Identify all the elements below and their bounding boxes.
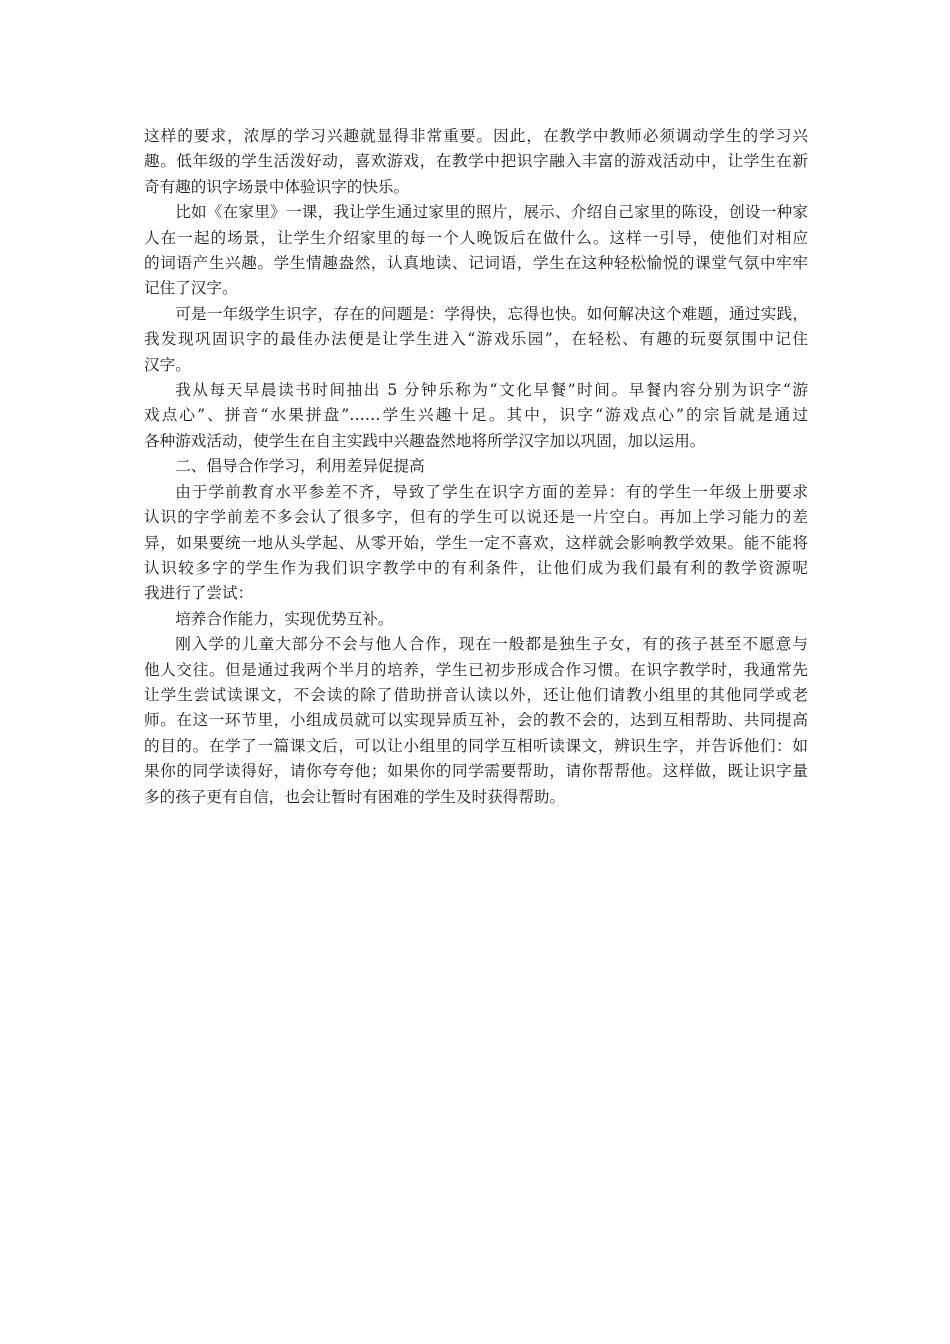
text-line: 我发现巩固识字的最佳办法便是让学生进入“游戏乐园”，在轻松、有趣的玩耍氛围中记住 [144, 330, 808, 349]
paragraph-p6 [144, 480, 808, 607]
text-line: 记住了汉字。 [144, 279, 238, 298]
paragraph-p1 [144, 124, 808, 200]
text-line: 比如《在家里》一课，我让学生通过家里的照片，展示、介绍自己家里的陈设，创设一种家 [175, 203, 808, 222]
text-line: 让学生尝试读课文，不会读的除了借助拼音认读以外，还让他们请教小组里的其他同学或老 [144, 685, 808, 704]
paragraph-p4 [144, 378, 808, 454]
text-line: 人在一起的场景，让学生介绍家里的每一个人晚饭后在做什么。这样一引导，使他们对相应 [144, 228, 808, 247]
text-line: 我从每天早晨读书时间抽出 5 分钟乐称为“文化早餐”时间。早餐内容分别为识字“游 [175, 381, 808, 400]
text-line: 师。在这一环节里，小组成员就可以实现异质互补，会的教不会的，达到互相帮助、共同提高 [144, 711, 808, 730]
text-line: 培养合作能力，实现优势互补。 [175, 609, 394, 628]
text-line: 他人交往。但是通过我两个半月的培养，学生已初步形成合作习惯。在识字教学时，我通常先 [144, 660, 808, 679]
text-line: 戏点心”、拼音“水果拼盘”……学生兴趣十足。其中，识字“游戏点心”的宗旨就是通过 [144, 406, 808, 425]
text-line: 多的孩子更有自信，也会让暂时有困难的学生及时获得帮助。 [144, 787, 566, 806]
paragraph-p2 [144, 200, 808, 302]
text-line: 可是一年级学生识字，存在的问题是：学得快，忘得也快。如何解决这个难题，通过实践， [175, 304, 808, 323]
paragraph-p5 [144, 454, 808, 479]
document-body [144, 124, 808, 810]
text-line: 异，如果要统一地从头学起、从零开始，学生一定不喜欢，这样就会影响教学效果。能不能将 [144, 533, 808, 552]
text-line: 的目的。在学了一篇课文后，可以让小组里的同学互相听读课文，辨识生字，并告诉他们：如 [144, 736, 808, 755]
text-line: 汉字。 [144, 355, 191, 374]
text-line: 这样的要求，浓厚的学习兴趣就显得非常重要。因此，在教学中教师必须调动学生的学习兴 [144, 127, 808, 145]
text-line: 认识的字学前差不多会认了很多字，但有的学生可以说还是一片空白。再加上学习能力的差 [144, 508, 808, 527]
text-line: 各种游戏活动，使学生在自主实践中兴趣盎然地将所学汉字加以巩固，加以运用。 [144, 431, 706, 450]
text-line: 认识较多字的学生作为我们识字教学中的有利条件，让他们成为我们最有利的教学资源呢 [144, 558, 808, 577]
paragraph-p8 [144, 632, 808, 810]
text-line: 刚入学的儿童大部分不会与他人合作，现在一般都是独生子女，有的孩子甚至不愿意与 [175, 635, 808, 654]
text-line: 果你的同学读得好，请你夸夸他；如果你的同学需要帮助，请你帮帮他。这样做，既让识字量 [144, 762, 808, 781]
text-line: 二、倡导合作学习，利用差异促提高 [175, 457, 425, 476]
text-line: 我进行了尝试： [144, 584, 254, 603]
paragraph-p7 [144, 607, 808, 632]
text-line: 的词语产生兴趣。学生情趣盎然，认真地读、记词语，学生在这种轻松愉悦的课堂气氛中牢牢 [144, 254, 808, 273]
text-line: 奇有趣的识字场景中体验识字的快乐。 [144, 177, 410, 196]
text-line: 由于学前教育水平参差不齐，导致了学生在识字方面的差异：有的学生一年级上册要求 [175, 482, 808, 501]
paragraph-p3 [144, 302, 808, 378]
text-line: 趣。低年级的学生活泼好动，喜欢游戏，在教学中把识字融入丰富的游戏活动中，让学生在新 [144, 152, 808, 171]
